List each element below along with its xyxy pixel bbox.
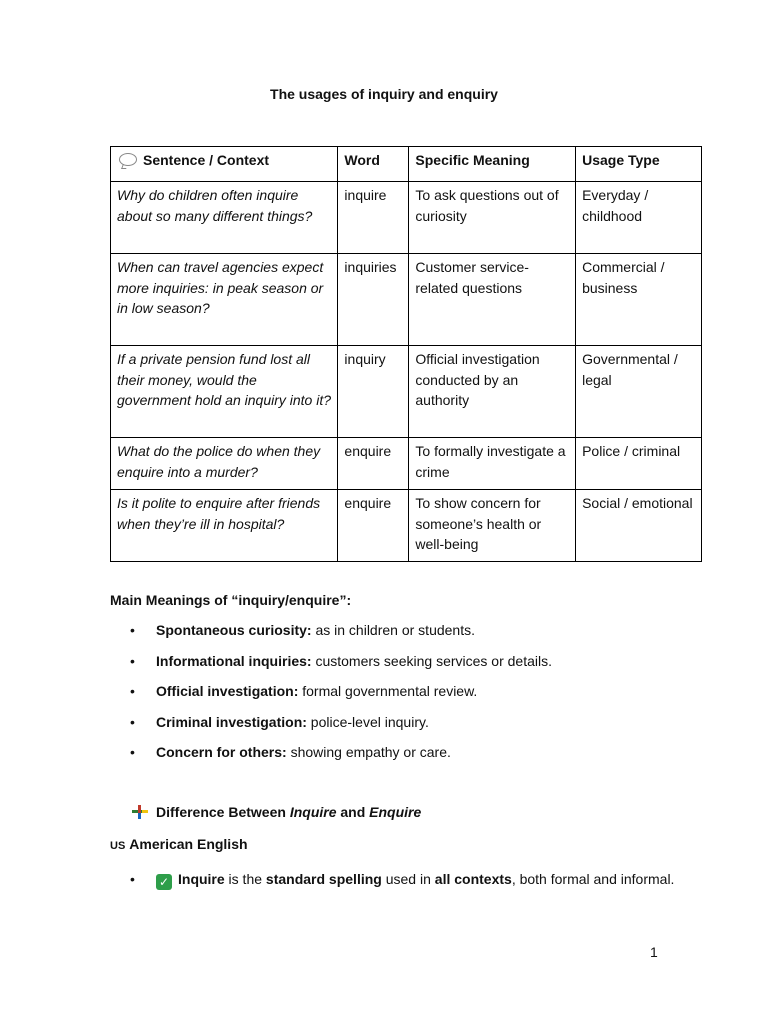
check-icon: ✓ bbox=[156, 874, 172, 890]
meaning-term: Informational inquiries: bbox=[156, 652, 312, 669]
cell-usage: Commercial / business bbox=[576, 254, 702, 346]
american-english-heading bbox=[110, 836, 248, 852]
spelling-t2: used in bbox=[381, 871, 435, 887]
cell-context: Is it polite to enquire after friends when they’re ill in hospital? bbox=[111, 490, 338, 562]
us-flag-icon: US bbox=[110, 840, 126, 852]
cell-usage: Police / criminal bbox=[576, 438, 702, 490]
cell-usage: Everyday / childhood bbox=[576, 182, 702, 254]
difference-word1: Inquire bbox=[289, 804, 337, 820]
table-row bbox=[111, 346, 702, 438]
speech-bubble-icon bbox=[119, 153, 137, 166]
list-item bbox=[110, 620, 710, 651]
difference-mid: and bbox=[336, 804, 370, 820]
meaning-desc: formal governmental review. bbox=[298, 683, 478, 699]
cell-context: Why do children often inquire about so many different things? bbox=[111, 182, 338, 254]
cell-word: inquiries bbox=[338, 254, 409, 346]
document-title: The usages of inquiry and enquiry bbox=[270, 86, 498, 102]
list-item bbox=[110, 712, 710, 743]
spelling-t3: , both formal and informal. bbox=[511, 871, 675, 887]
cell-meaning: Customer service-related questions bbox=[409, 254, 576, 346]
cell-context: If a private pension fund lost all their money, would the government hold an inquiry into it? bbox=[111, 346, 338, 438]
cell-context: What do the police do when they enquire into a murder? bbox=[111, 438, 338, 490]
meaning-term: Spontaneous curiosity: bbox=[156, 622, 312, 638]
difference-heading bbox=[132, 804, 421, 820]
spelling-bold1: standard spelling bbox=[265, 871, 382, 887]
meaning-desc: as in children or students. bbox=[311, 622, 475, 638]
header-meaning: Specific Meaning bbox=[409, 147, 576, 182]
cell-word: enquire bbox=[338, 490, 409, 562]
list-item bbox=[110, 651, 710, 682]
list-item bbox=[110, 869, 690, 890]
meaning-term: Concern for others: bbox=[156, 744, 287, 760]
list-item bbox=[110, 681, 710, 712]
cell-meaning: To formally investigate a crime bbox=[409, 438, 576, 490]
cell-meaning: To ask questions out of curiosity bbox=[409, 182, 576, 254]
cell-meaning: To show concern for someone’s health or well-being bbox=[409, 490, 576, 562]
main-meanings-heading: Main Meanings of “inquiry/enquire”: bbox=[110, 592, 352, 608]
page-number: 1 bbox=[650, 944, 658, 960]
meaning-desc: customers seeking services or details. bbox=[311, 652, 553, 669]
cell-word: enquire bbox=[338, 438, 409, 490]
meanings-list bbox=[110, 620, 710, 773]
cell-word: inquire bbox=[338, 182, 409, 254]
table-row bbox=[111, 254, 702, 346]
cell-usage: Social / emotional bbox=[576, 490, 702, 562]
meaning-term: Criminal investigation: bbox=[156, 713, 307, 730]
spelling-word: Inquire bbox=[178, 871, 225, 887]
cell-context: When can travel agencies expect more inquiries: in peak season or in low season? bbox=[111, 254, 338, 346]
table-row bbox=[111, 490, 702, 562]
header-context bbox=[111, 147, 338, 182]
table-row bbox=[111, 438, 702, 490]
usage-table bbox=[110, 146, 702, 562]
plus-icon bbox=[132, 805, 148, 819]
cell-usage: Governmental / legal bbox=[576, 346, 702, 438]
table-header-row bbox=[111, 147, 702, 182]
difference-word2: Enquire bbox=[369, 804, 422, 820]
spelling-bold2: all contexts bbox=[434, 871, 512, 887]
spelling-t1: is the bbox=[224, 871, 266, 887]
cell-meaning: Official investigation conducted by an authority bbox=[409, 346, 576, 438]
header-context-label: Sentence / Context bbox=[143, 152, 270, 168]
difference-prefix: Difference Between bbox=[156, 804, 290, 820]
list-item bbox=[110, 742, 710, 773]
meaning-desc: showing empathy or care. bbox=[286, 744, 451, 760]
meaning-term: Official investigation: bbox=[156, 683, 299, 699]
spelling-text bbox=[110, 869, 690, 890]
bullet: • bbox=[130, 871, 135, 887]
header-usage: Usage Type bbox=[576, 147, 702, 182]
american-english-label: American English bbox=[129, 836, 248, 852]
table-row bbox=[111, 182, 702, 254]
cell-word: inquiry bbox=[338, 346, 409, 438]
header-word: Word bbox=[338, 147, 409, 182]
meaning-desc: police-level inquiry. bbox=[306, 713, 429, 730]
